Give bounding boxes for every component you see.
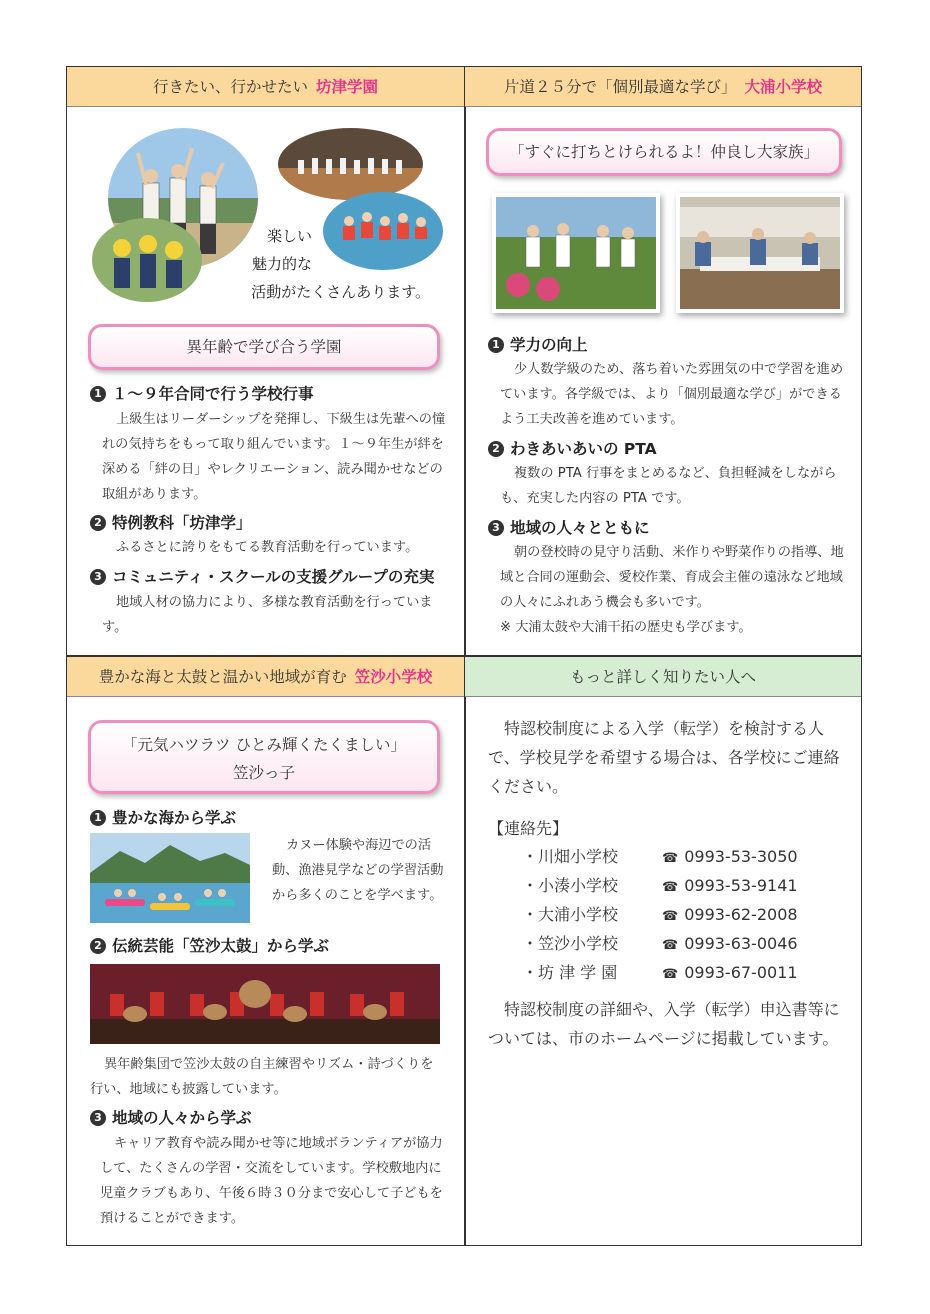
oura-band-lead: 片道２５分で「個別最適な学び」 xyxy=(503,78,737,96)
item-text: 地域人材の協力により、多様な教育活動を行っています。 xyxy=(102,595,433,635)
contact-heading: 【連絡先】 xyxy=(488,819,569,838)
kasasa-pill-line-2: 笠沙っ子 xyxy=(232,764,295,782)
kasasa-item-3-text xyxy=(100,1131,446,1231)
phone-icon: ☎ xyxy=(662,938,679,953)
bosatsu-pill xyxy=(88,324,440,370)
item-text: 上級生はリーダーシップを発揮し、下級生は先輩への憧れの気持ちをもって取り組んでいます。１～９年生が絆を深める「絆の日」やレクリエーション、読み聞かせなどの取組があります。 xyxy=(102,412,446,502)
contact-tel: 0993-63-0046 xyxy=(684,934,798,953)
bosatsu-item-1-title xyxy=(90,382,314,404)
photo-students-helmets xyxy=(92,218,202,302)
contact-name: ・坊 津 学 園 xyxy=(522,963,618,982)
number-badge: 1 xyxy=(488,337,504,353)
bosatsu-band-school: 坊津学園 xyxy=(316,78,379,96)
phone-icon: ☎ xyxy=(662,909,679,924)
bosatsu-header-band xyxy=(67,67,464,107)
info-outro xyxy=(488,995,844,1053)
oura-item-2-text xyxy=(500,461,844,511)
oura-item-2-title xyxy=(488,437,657,459)
number-badge: 1 xyxy=(90,386,106,402)
photo-oura-field xyxy=(492,193,660,313)
info-outro-text: 特認校制度の詳細や、入学（転学）申込書等については、市のホームページに掲載しています。 xyxy=(488,1000,840,1048)
phone-icon: ☎ xyxy=(662,880,679,895)
item-title: 豊かな海から学ぶ xyxy=(112,809,237,827)
item-text: 異年齢集団で笠沙太鼓の自主練習やリズム・詩づくりを行い、地域にも披露しています。 xyxy=(90,1057,434,1097)
item-title: 地域の人々とともに xyxy=(510,519,650,537)
item-title: 特例教科「坊津学」 xyxy=(112,514,252,532)
item-text: 複数の PTA 行事をまとめるなど、負担軽減をしながらも、充実した内容の PTA です。 xyxy=(500,466,837,506)
kasasa-item-1-text xyxy=(272,833,444,908)
oura-header-band xyxy=(465,67,861,107)
bosatsu-pill-text: 異年齢で学び合う学園 xyxy=(186,338,342,356)
item-text: 少人数学級のため、落ち着いた雰囲気の中で学習を進めています。各学級では、より「個別最適な学び」ができるよう工夫改善を進めています。 xyxy=(500,362,844,427)
number-badge: 3 xyxy=(90,569,106,585)
kasasa-pill-line-1: 「元気ハツラツ ひとみ輝くたくましい」 xyxy=(122,736,406,754)
contact-name: ・大浦小学校 xyxy=(522,905,619,924)
item-title: 伝統芸能「笠沙太鼓」から学ぶ xyxy=(112,937,330,955)
photo-gym-activity xyxy=(278,128,423,200)
contact-tel: 0993-53-9141 xyxy=(684,876,798,895)
item-title: コミュニティ・スクールの支援グループの充実 xyxy=(112,568,435,586)
bosatsu-callout xyxy=(200,222,430,306)
kasasa-pill xyxy=(88,720,440,794)
info-intro xyxy=(488,714,844,801)
item-text: ふるさとに誇りをもてる教育活動を行っています。 xyxy=(116,540,419,555)
bosatsu-band-lead: 行きたい、行かせたい xyxy=(152,78,308,96)
photo-taiko-performance xyxy=(90,964,440,1044)
item-title: １～９年合同で行う学校行事 xyxy=(112,385,314,403)
oura-item-1-text xyxy=(500,357,844,432)
item-title: わきあいあいの PTA xyxy=(510,440,657,458)
oura-note: ※ 大浦太鼓や大浦干拓の歴史も学びます。 xyxy=(500,620,752,635)
kasasa-item-1-title xyxy=(90,806,236,828)
photo-oura-classroom xyxy=(676,193,844,313)
info-band-title: もっと詳しく知りたい人へ xyxy=(569,668,756,686)
kasasa-header-band xyxy=(67,657,464,697)
phone-icon: ☎ xyxy=(662,851,679,866)
oura-pill-text: 「すぐに打ちとけられるよ！仲良し大家族」 xyxy=(508,143,819,161)
contact-name: ・笠沙小学校 xyxy=(522,934,619,953)
oura-item-1-title xyxy=(488,333,588,355)
number-badge: 2 xyxy=(90,515,106,531)
kasasa-item-2-text xyxy=(90,1052,446,1102)
item-text: キャリア教育や読み聞かせ等に地域ボランティアが協力して、たくさんの学習・交流をしています。学校敷地内に児童クラブもあり、午後６時３０分まで安心して子どもを預けることができます。 xyxy=(100,1136,443,1226)
kasasa-item-2-title xyxy=(90,934,329,956)
number-badge: 2 xyxy=(488,441,504,457)
number-badge: 3 xyxy=(90,1110,106,1126)
callout-line: 活動がたくさんあります。 xyxy=(251,283,430,301)
contact-row xyxy=(522,960,798,983)
kasasa-band-school: 笠沙小学校 xyxy=(354,668,433,686)
item-title: 地域の人々から学ぶ xyxy=(112,1109,252,1127)
callout-line: 楽しい xyxy=(266,227,312,245)
item-text: カヌー体験や海辺での活動、漁港見学などの学習活動から多くのことを学べます。 xyxy=(272,838,444,903)
contact-name: ・川畑小学校 xyxy=(522,847,619,866)
bosatsu-item-3-title xyxy=(90,565,434,587)
photo-canoe xyxy=(90,833,250,923)
kasasa-item-3-title xyxy=(90,1106,252,1128)
bosatsu-item-2-title xyxy=(90,511,252,533)
item-title: 学力の向上 xyxy=(510,336,588,354)
contact-row xyxy=(522,844,798,867)
contact-row xyxy=(522,873,798,896)
phone-icon: ☎ xyxy=(662,967,679,982)
contact-tel: 0993-62-2008 xyxy=(684,905,798,924)
bosatsu-item-2-text xyxy=(102,535,446,560)
bosatsu-item-3-text xyxy=(102,590,446,640)
number-badge: 3 xyxy=(488,520,504,536)
callout-line: 魅力的な xyxy=(251,255,312,273)
kasasa-band-lead: 豊かな海と太鼓と温かい地域が育む xyxy=(98,668,347,686)
oura-band-school: 大浦小学校 xyxy=(744,78,823,96)
info-intro-text: 特認校制度による入学（転学）を検討する人で、学校見学を希望する場合は、各学校にご連絡ください。 xyxy=(488,719,840,796)
contact-tel: 0993-67-0011 xyxy=(684,963,798,982)
item-text: 朝の登校時の見守り活動、米作りや野菜作りの指導、地域と合同の運動会、愛校作業、育成会主催の遠泳など地域の人々にふれあう機会も多いです。 xyxy=(500,545,844,610)
contact-name: ・小湊小学校 xyxy=(522,876,619,895)
contact-row xyxy=(522,931,798,954)
oura-item-3-text xyxy=(500,540,844,640)
contact-tel: 0993-53-3050 xyxy=(684,847,798,866)
info-header-band xyxy=(465,657,861,697)
bosatsu-item-1-text xyxy=(102,407,446,507)
number-badge: 2 xyxy=(90,938,106,954)
oura-pill xyxy=(486,128,842,176)
number-badge: 1 xyxy=(90,810,106,826)
contact-row xyxy=(522,902,798,925)
oura-item-3-title xyxy=(488,516,650,538)
